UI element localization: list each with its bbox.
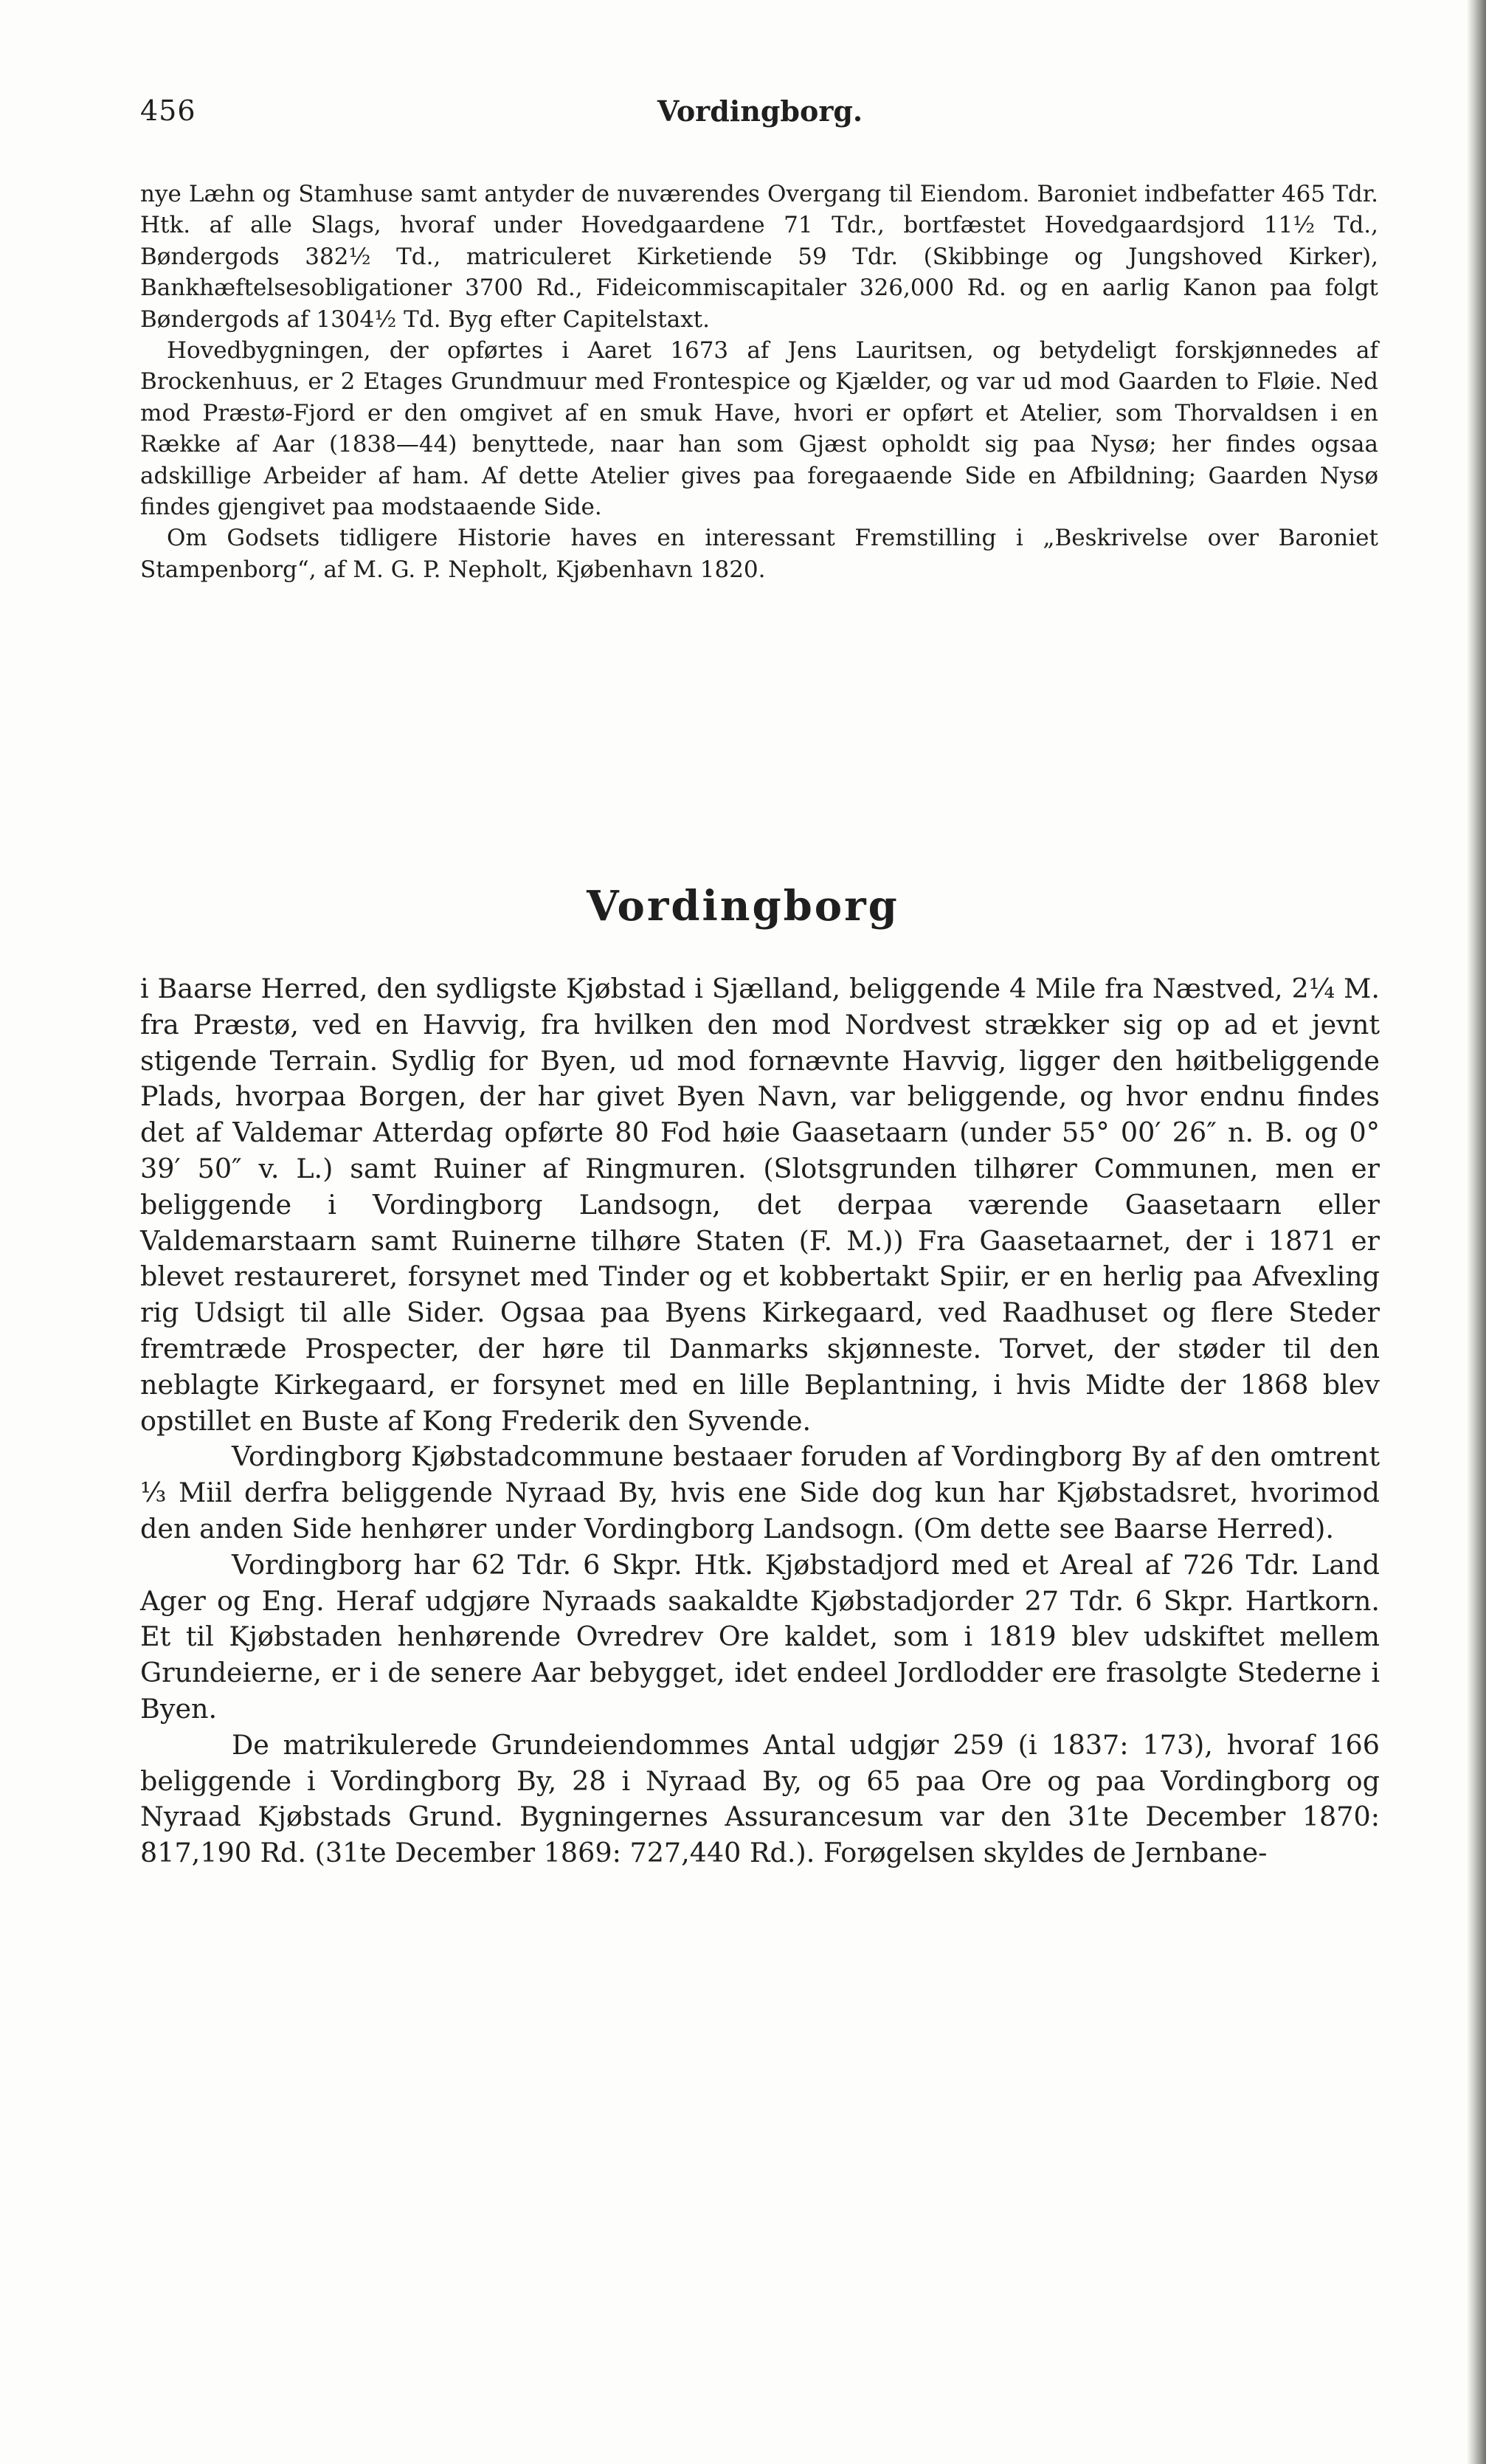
intro-paragraph: nye Læhn og Stamhuse samt antyder de nuværendes Overgang til Eiendom. Baroniet indbefatter 465 Tdr. Htk. af alle Slags, hvoraf under Hovedgaardene 71 Tdr., bortfæstet Hovedgaardsjord 11½ Td., Bøndergods 382½ Td., matriculeret Kirketiende 59 Tdr. (Skibbinge og Jungshoved Kirker), Bankhæftelsesobligationer 3700 Rd., Fideicommiscapitaler 326,000 Rd. og en aarlig Kanon paa folgt Bøndergods af 1304½ Td. Byg efter Capitelstaxt. — [140, 181, 1378, 333]
body-paragraph: Vordingborg Kjøbstadcommune bestaaer foruden af Vordingborg By af den omtrent ⅓ Miil derfra beliggende Nyraad By, hvis ene Side dog kun har Kjøbstadsret, hvorimod den anden Side henhører under Vordingborg Landsogn. (Om dette see Baarse Herred). — [140, 1440, 1380, 1545]
body-paragraph: i Baarse Herred, den sydligste Kjøbstad i Sjælland, beliggende 4 Mile fra Næstved, 2¼ M. fra Præstø, ved en Havvig, fra hvilken den mod Nordvest strækker sig op ad et jevnt stigende Terrain. Sydlig for Byen, ud mod fornævnte Havvig, ligger den høitbeliggende Plads, hvorpaa Borgen, der har givet Byen Navn, var beliggende, og hvor endnu findes det af Valdemar Atterdag opførte 80 Fod høie Gaasetaarn (under 55° 00′ 26″ n. B. og 0° 39′ 50″ v. L.) samt Ruiner af Ringmuren. (Slotsgrunden tilhører Communen, men er beliggende i Vordingborg Landsogn, det derpaa værende Gaasetaarn eller Valdemarstaarn samt Ruinerne tilhøre Staten (F. M.)) Fra Gaasetaarnet, der i 1871 er blevet restaureret, forsynet med Tinder og et kobbertakt Spiir, er en herlig paa Afvexling rig Udsigt til alle Sider. Ogsaa paa Byens Kirkegaard, ved Raadhuset og flere Steder fremtræde Prospecter, der høre til Danmarks skjønneste. Torvet, der støder til den neblagte Kirkegaard, er forsynet med en lille Beplantning, i hvis Midte der 1868 blev opstillet en Buste af Kong Frederik den Syvende. — [140, 973, 1380, 1437]
intro-paragraph: Hovedbygningen, der opførtes i Aaret 1673 af Jens Lauritsen, og betydeligt forskjønnedes af Brockenhuus, er 2 Etages Grundmuur med Frontespice og Kjælder, og var ud mod Gaarden to Fløie. Ned mod Præstø-Fjord er den omgivet af en smuk Have, hvori er opført et Atelier, som Thorvaldsen i en Række af Aar (1838—44) benyttede, naar han som Gjæst opholdt sig paa Nysø; her findes ogsaa adskillige Arbeider af ham. Af dette Atelier gives paa foregaaende Side en Afbildning; Gaarden Nysø findes gjengivet paa modstaaende Side. — [140, 337, 1378, 521]
page-header — [140, 94, 1380, 139]
intro-text-block — [140, 179, 1378, 585]
body-paragraph: Vordingborg har 62 Tdr. 6 Skpr. Htk. Kjøbstadjord med et Areal af 726 Tdr. Land Ager og Eng. Heraf udgjøre Nyraads saakaldte Kjøbstadjorder 27 Tdr. 6 Skpr. Hartkorn. Et til Kjøbstaden henhørende Ovredrev Ore kaldet, som i 1819 blev udskiftet mellem Grundeierne, er i de senere Aar bebygget, idet endeel Jordlodder ere frasolgte Stederne i Byen. — [140, 1548, 1380, 1725]
page-number: 456 — [140, 94, 196, 127]
section-body — [140, 971, 1380, 1871]
body-paragraph: De matrikulerede Grundeiendommes Antal udgjør 259 (i 1837: 173), hvoraf 166 beliggende i Vordingborg By, 28 i Nyraad By, og 65 paa Ore og paa Vordingborg og Nyraad Kjøbstads Grund. Bygningernes Assurancesum var den 31te December 1870: 817,190 Rd. (31te December 1869: 727,440 Rd.). Forøgelsen skyldes de Jernbane- — [140, 1728, 1380, 1869]
running-title: Vordingborg. — [657, 94, 863, 128]
section-title: Vordingborg — [587, 882, 899, 931]
intro-paragraph: Om Godsets tidligere Historie haves en interessant Fremstilling i „Beskrivelse over Baroniet Stampenborg“, af M. G. P. Nepholt, Kjøbenhavn 1820. — [140, 525, 1378, 583]
page-edge-shadow — [1467, 0, 1486, 2464]
